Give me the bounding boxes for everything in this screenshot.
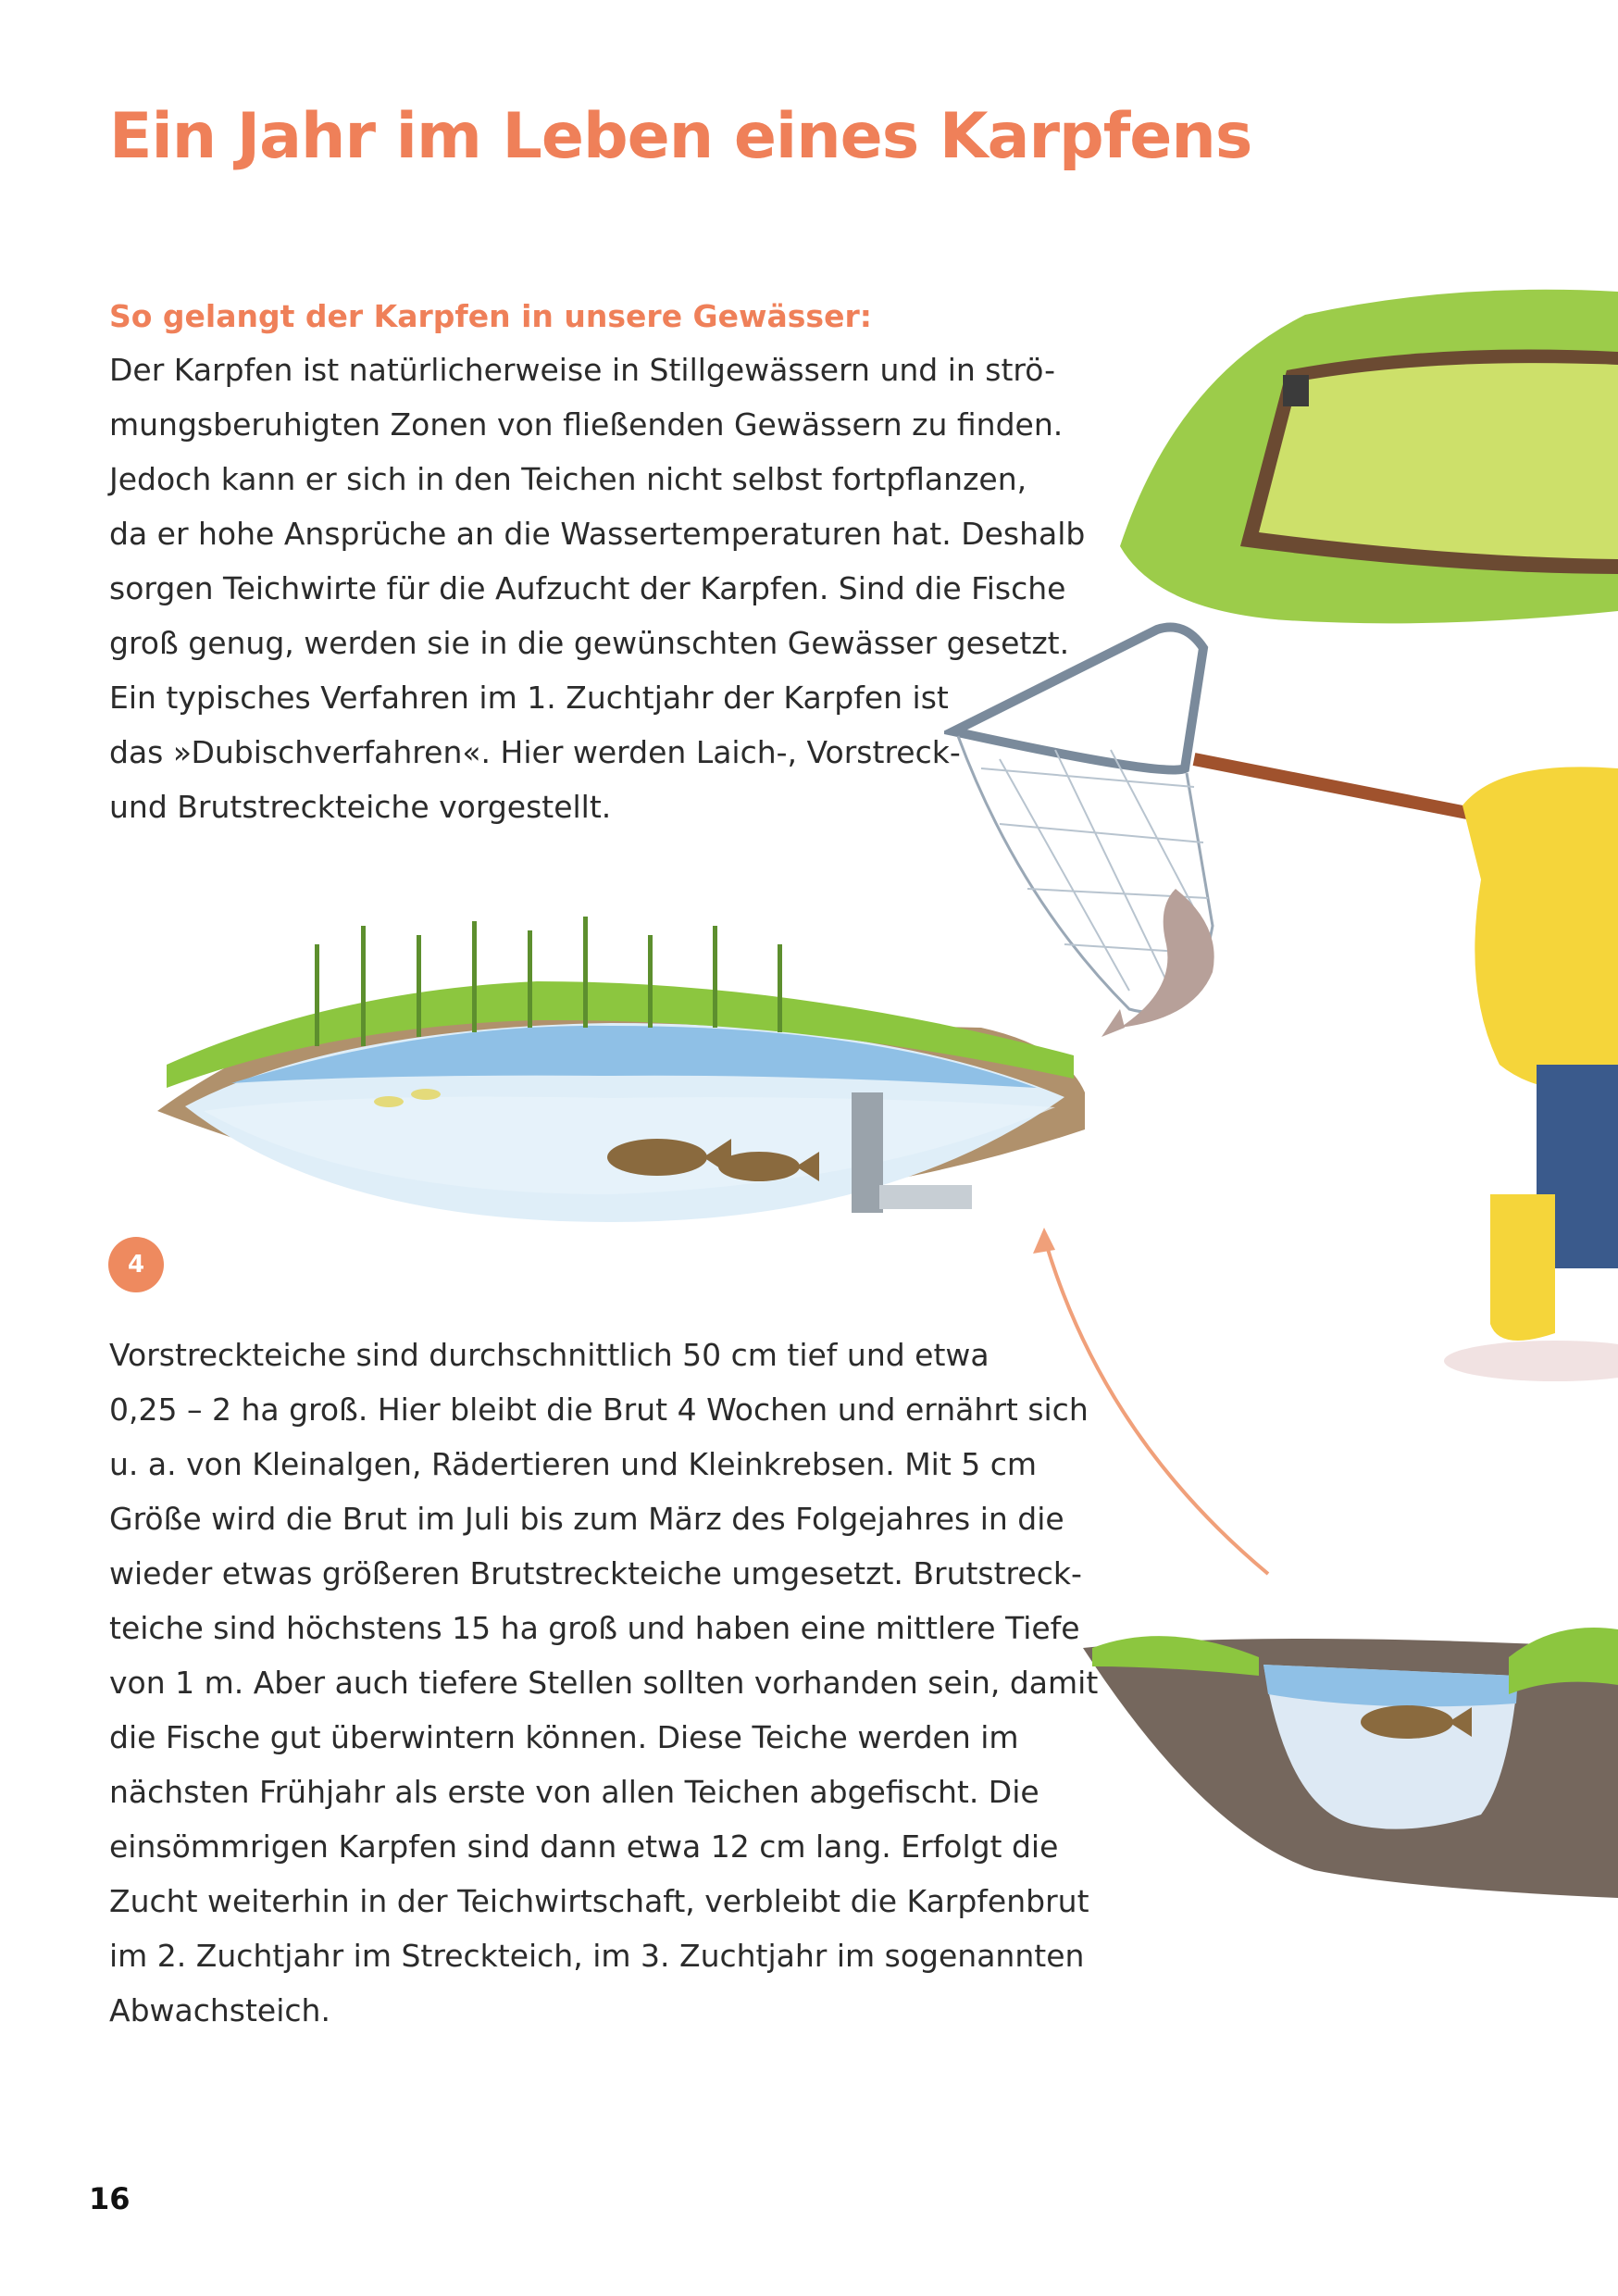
page-number: 16: [89, 2181, 131, 2216]
rubber-boot: [1490, 1194, 1555, 1341]
intro-line: Der Karpfen ist natürlicherweise in Stillgewässern und in strö-: [109, 352, 1055, 388]
intro-line: und Brutstreckteiche vorgestellt.: [109, 789, 612, 825]
intro-line: Ein typisches Verfahren im 1. Zuchtjahr der Karpfen ist: [109, 680, 949, 716]
body-line: im 2. Zuchtjahr im Streckteich, im 3. Zuchtjahr im sogenannten: [109, 1938, 1085, 1974]
step-badge: 4: [108, 1237, 164, 1292]
intro-line: groß genug, werden sie in die gewünschten Gewässer gesetzt.: [109, 625, 1070, 661]
body-line: Größe wird die Brut im Juli bis zum März des Folgejahres in die: [109, 1501, 1064, 1537]
body-line: Abwachsteich.: [109, 1992, 330, 2028]
body-line: u. a. von Kleinalgen, Rädertieren und Kleinkrebsen. Mit 5 cm: [109, 1446, 1038, 1482]
intro-line: Jedoch kann er sich in den Teichen nicht selbst fortpflanzen,: [109, 461, 1027, 497]
raincoat: [1462, 767, 1618, 1089]
page-title: Ein Jahr im Leben eines Karpfens: [109, 100, 1252, 173]
intro-line: da er hohe Ansprüche an die Wassertemperaturen hat. Deshalb: [109, 516, 1086, 552]
intro-line: sorgen Teichwirte für die Aufzucht der Karpfen. Sind die Fische: [109, 570, 1066, 606]
body-line: von 1 m. Aber auch tiefere Stellen sollten vorhanden sein, damit: [109, 1665, 1099, 1701]
body-paragraph: [109, 1328, 1098, 2038]
body-line: die Fische gut überwintern können. Diese Teiche werden im: [109, 1719, 1019, 1755]
body-line: wieder etwas größeren Brutstreckteiche umgesetzt. Brutstreck-: [109, 1555, 1082, 1591]
arrow-head-icon: [1033, 1228, 1055, 1254]
field-pond-illustration: [1101, 268, 1618, 630]
body-line: 0,25 – 2 ha groß. Hier bleibt die Brut 4 Wochen und ernährt sich: [109, 1391, 1089, 1428]
intro-line: das »Dubischverfahren«. Hier werden Laich-, Vorstreck-: [109, 734, 961, 770]
body-line: Zucht weiterhin in der Teichwirtschaft, verbleibt die Karpfenbrut: [109, 1883, 1089, 1919]
intro-paragraph: [109, 343, 1085, 834]
intro-line: mungsberuhigten Zonen von fließenden Gewässern zu finden.: [109, 406, 1064, 443]
body-line: nächsten Frühjahr als erste von allen Teichen abgefischt. Die: [109, 1774, 1039, 1810]
body-line: Vorstreckteiche sind durchschnittlich 50 cm tief und etwa: [109, 1337, 989, 1373]
brutstreckteich-illustration: [1074, 1592, 1618, 1898]
section-subheading: So gelangt der Karpfen in unsere Gewässer:: [109, 298, 872, 334]
body-line: teiche sind höchstens 15 ha groß und haben eine mittlere Tiefe: [109, 1610, 1080, 1646]
body-line: einsömmrigen Karpfen sind dann etwa 12 cm lang. Erfolgt die: [109, 1828, 1059, 1865]
